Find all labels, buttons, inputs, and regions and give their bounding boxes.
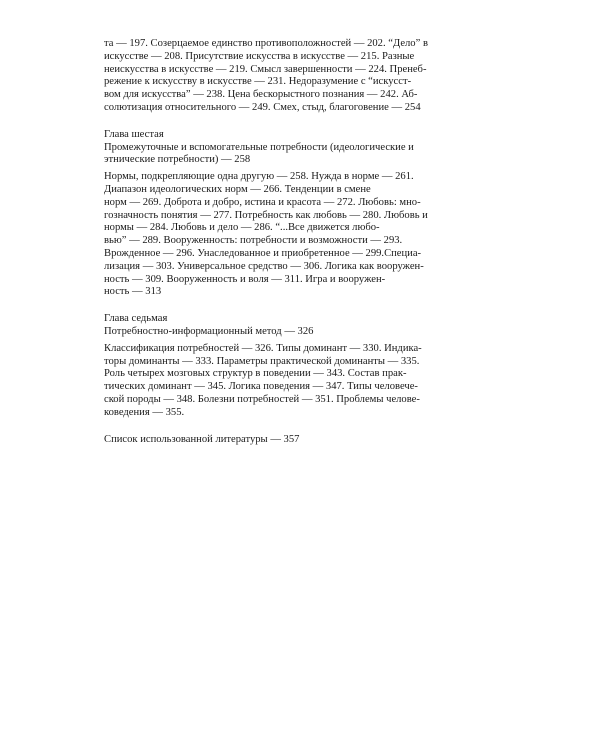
bibliography-entry: Список использованной литературы — 357 (104, 433, 300, 445)
intro-line: неискусства в искусстве — 219. Смысл завершенности — 224. Пренеб- (104, 63, 427, 75)
contents-line: Врожденное — 296. Унаследованное и приобретенное — 299.Специа- (104, 247, 422, 259)
intro-paragraph (104, 38, 496, 115)
chapter-contents (104, 343, 496, 420)
intro-line: режение к искусству в искусстве — 231. Недоразумение с “искусст- (104, 76, 412, 88)
intro-line: искусстве — 208. Присутствие искусства в искусстве — 215. Разные (104, 50, 415, 62)
contents-line: Классификация потребностей — 326. Типы доминант — 330. Индика- (104, 342, 422, 354)
contents-line: лизация — 303. Универсальное средство — 306. Логика как вооружен- (104, 260, 424, 272)
chapter-title (104, 142, 496, 168)
contents-line: торы доминанты — 333. Параметры практической доминанты — 335. (104, 355, 420, 367)
contents-line: ской породы — 348. Болезни потребностей — 351. Проблемы челове- (104, 393, 420, 405)
chapter-label: Глава седьмая (104, 313, 168, 325)
contents-line: гозначность понятия — 277. Потребность как любовь — 280. Любовь и (104, 209, 428, 221)
book-page (104, 38, 496, 457)
contents-line: коведения — 355. (104, 406, 185, 418)
chapter-title-line: Потребностно-информационный метод — 326 (104, 325, 314, 337)
contents-line: Нормы, подкрепляющие одна другую — 258. Нужда в норме — 261. (104, 171, 414, 183)
contents-line: тических доминант — 345. Логика поведения — 347. Типы человече- (104, 381, 418, 393)
chapter-label: Глава шестая (104, 128, 164, 140)
chapter-six (104, 129, 496, 299)
contents-line: Диапазон идеологических норм — 266. Тенденции в смене (104, 183, 371, 195)
chapter-title-line: этнические потребности) — 258 (104, 154, 251, 166)
contents-line: вью” — 289. Вооруженность: потребности и возможности — 293. (104, 235, 403, 247)
contents-line: Роль четырех мозговых структур в поведении — 343. Состав прак- (104, 368, 407, 380)
chapter-title-line: Промежуточные и вспомогательные потребности (идеологические и (104, 141, 414, 153)
chapter-seven (104, 313, 496, 419)
contents-line: нормы — 284. Любовь и дело — 286. “...Все движется любо- (104, 222, 380, 234)
contents-line: ность — 313 (104, 286, 162, 298)
chapter-contents (104, 171, 496, 299)
intro-line: та — 197. Созерцаемое единство противоположностей — 202. “Дело” в (104, 38, 428, 49)
intro-line: вом для искусства” — 238. Цена бескорыстного познания — 242. Аб- (104, 89, 418, 101)
chapter-title (104, 326, 496, 339)
intro-line: солютизация относительного — 249. Смех, стыд, благоговение — 254 (104, 101, 421, 113)
contents-line: норм — 269. Доброта и добро, истина и красота — 272. Любовь: мно- (104, 196, 421, 208)
contents-line: ность — 309. Вооруженность и воля — 311. Игра и вооружен- (104, 273, 386, 285)
